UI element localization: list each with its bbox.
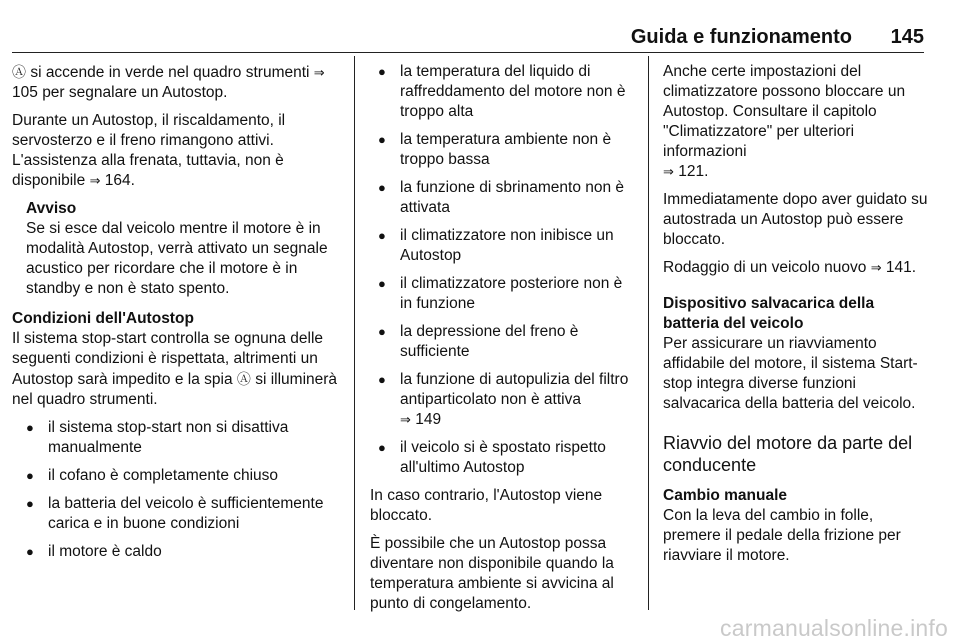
p3-ref[interactable]: 141. — [885, 259, 917, 276]
item-ref[interactable]: 149 — [415, 411, 442, 428]
list-item: ● il climatizzatore non inibisce un Autostop — [378, 227, 614, 264]
watermark: carmanualsonline.info — [720, 615, 948, 641]
paragraph-else: In caso contrario, l'Autostop viene bloccato. — [370, 487, 603, 524]
bullet-icon: ● — [378, 228, 386, 243]
ref-arrow-icon: ⇒ — [313, 65, 325, 80]
bullet-icon: ● — [378, 440, 386, 455]
bullet-icon: ● — [378, 132, 386, 147]
conditions-list-2 — [370, 62, 636, 478]
section-heading: Riavvio del motore da parte del conducente — [663, 433, 913, 475]
list-item: ● il motore è caldo — [26, 543, 162, 560]
paragraph-conditions — [12, 329, 344, 410]
list-item: ● la funzione di autopulizia del filtro antiparticolato non è attiva ⇒ 149 — [378, 371, 629, 428]
list-item: ● il cofano è completamente chiuso — [26, 467, 279, 484]
bullet-icon: ● — [378, 324, 386, 339]
autostop-off-icon: Ⓐ — [236, 371, 251, 387]
paragraph-during-autostop — [12, 111, 344, 191]
bullet-icon: ● — [378, 276, 386, 291]
bullet-icon: ● — [26, 468, 34, 483]
column-1 — [12, 62, 344, 570]
list-item: ● la temperatura del liquido di raffreddamento del motore non è troppo alta — [378, 63, 626, 120]
paragraph-manual-gearbox: Con la leva del cambio in folle, premere il pedale della frizione per riavviare il motore. — [663, 507, 901, 564]
battery-saver-heading: Dispositivo salvacarica della batteria del veicolo — [663, 295, 875, 332]
p1-ref[interactable]: 105 — [12, 84, 38, 101]
cond-text-a: Il sistema stop-start controlla se ognuna delle seguenti condizioni è rispettata, altrimenti un Autostop sarà impedito e la spia — [12, 330, 324, 388]
column-3 — [663, 62, 929, 574]
list-item: ● il veicolo si è spostato rispetto all'ultimo Autostop — [378, 439, 606, 476]
bullet-icon: ● — [26, 544, 34, 559]
bullet-icon: ● — [378, 372, 386, 387]
list-item: ● la funzione di sbrinamento non è attivata — [378, 179, 625, 216]
paragraph-battery-saver: Per assicurare un riavviamento affidabile del motore, il sistema Start-stop integra diverse funzioni salvacarica della batteria del veicolo. — [663, 335, 918, 412]
ref-arrow-icon: ⇒ — [870, 260, 882, 275]
bullet-icon: ● — [26, 420, 34, 435]
list-item: ● la temperatura ambiente non è troppo bassa — [378, 131, 612, 168]
paragraph-possible: È possibile che un Autostop possa diventare non disponibile quando la temperatura ambiente si avvicina al punto di congelamento. — [370, 535, 614, 612]
paragraph-autostop-indicator — [12, 62, 344, 103]
page-header — [0, 0, 960, 52]
paragraph-climate: Anche certe impostazioni del climatizzatore possono bloccare un Autostop. Consultare il capitolo "Climatizzatore" per ulteriori informazioni ⇒ 121. — [663, 63, 906, 180]
manual-gearbox-heading: Cambio manuale — [663, 487, 788, 504]
p1-end: per segnalare un Autostop. — [42, 84, 228, 101]
ref-arrow-icon: ⇒ — [89, 173, 101, 188]
bullet-icon: ● — [378, 64, 386, 79]
column-divider-2 — [648, 56, 649, 610]
ref-arrow-icon: ⇒ — [400, 412, 411, 427]
list-item: ● il climatizzatore posteriore non è in funzione — [378, 275, 623, 312]
notice-text: Se si esce dal veicolo mentre il motore è in modalità Autostop, verrà attivato un segnale acustico per ricordare che il motore è in standby e non è stato spento. — [26, 220, 328, 297]
notice-title: Avviso — [26, 200, 77, 217]
ref-arrow-icon: ⇒ — [663, 164, 674, 179]
list-item: ● la batteria del veicolo è sufficientemente carica e in buone condizioni — [26, 495, 324, 532]
header-title: Guida e funzionamento — [630, 26, 852, 48]
p1-text: si accende in verde nel quadro strumenti — [30, 64, 310, 81]
conditions-heading: Condizioni dell'Autostop — [12, 310, 194, 327]
autostop-icon: Ⓐ — [12, 64, 26, 80]
paragraph-highway: Immediatamente dopo aver guidato su autostrada un Autostop può essere bloccato. — [663, 191, 928, 248]
column-divider-1 — [354, 56, 355, 610]
column-2 — [370, 62, 636, 622]
paragraph-breakin: Rodaggio di un veicolo nuovo ⇒ 141. — [663, 259, 917, 276]
bullet-icon: ● — [378, 180, 386, 195]
header-rule — [12, 52, 924, 53]
p2-ref[interactable]: 164. — [104, 172, 135, 189]
p1-ref[interactable]: 121. — [678, 163, 709, 180]
notice-box — [26, 199, 344, 299]
page-number: 145 — [890, 26, 924, 48]
conditions-list-1 — [18, 418, 344, 562]
list-item: ● il sistema stop-start non si disattiva manualmente — [26, 419, 289, 456]
list-item: ● la depressione del freno è sufficiente — [378, 323, 579, 360]
p2-text: Durante un Autostop, il riscaldamento, il servosterzo e il freno rimangono attivi. L'assistenza alla frenata, tuttavia, non è disponibile — [12, 112, 286, 189]
cond-text-b: si illuminerà nel quadro strumenti. — [12, 371, 338, 408]
bullet-icon: ● — [26, 496, 34, 511]
